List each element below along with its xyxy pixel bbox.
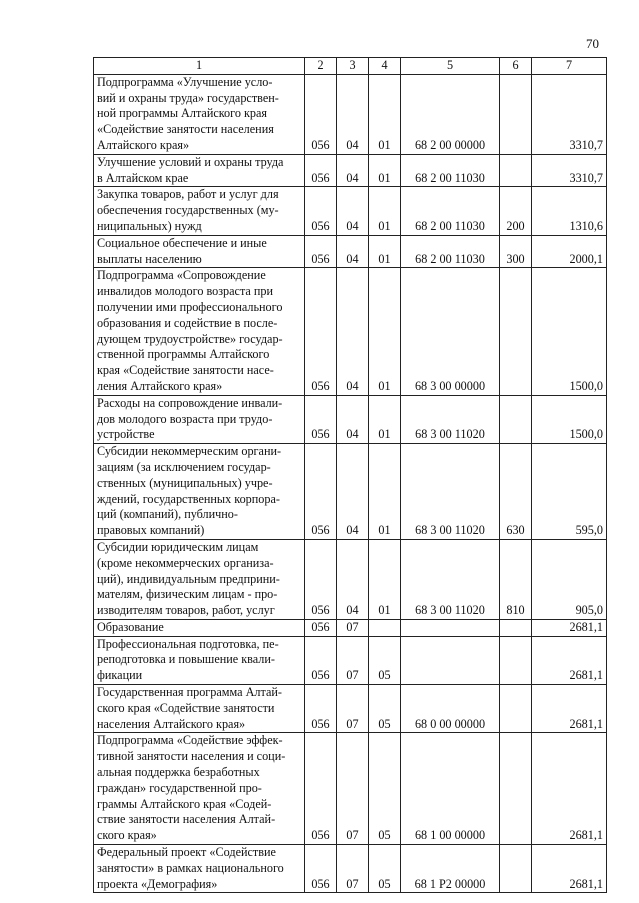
row-name-line: дующем трудоустройстве» государ-	[97, 331, 283, 346]
row-name-line: фикации	[97, 668, 143, 683]
row-name-line: Расходы на сопровождение инвали-	[97, 395, 283, 410]
subsection-code-cell: 05	[369, 636, 401, 684]
expense-type-cell: 200	[500, 187, 532, 235]
table-row	[94, 636, 607, 684]
table-row	[94, 685, 607, 733]
column-header: 6	[500, 58, 532, 75]
ministry-code-cell: 056	[305, 268, 337, 395]
row-name-cell	[94, 636, 305, 684]
table-row	[94, 74, 607, 154]
subsection-code-cell: 01	[369, 74, 401, 154]
row-name-line: Субсидии юридическим лицам	[97, 539, 259, 554]
row-name-line: ниципальных) нужд	[97, 218, 202, 233]
row-name-line: дов молодого возраста при трудо-	[97, 411, 273, 426]
ministry-code-cell: 056	[305, 685, 337, 733]
expense-type-cell: 630	[500, 444, 532, 540]
row-name-cell	[94, 235, 305, 268]
row-name-line: Подпрограмма «Улучшение усло-	[97, 74, 273, 89]
section-code-cell: 04	[337, 74, 369, 154]
row-name-cell	[94, 733, 305, 845]
table-row	[94, 187, 607, 235]
expense-type-cell: 300	[500, 235, 532, 268]
expense-type-cell	[500, 268, 532, 395]
ministry-code-cell: 056	[305, 444, 337, 540]
row-name-line: Федеральный проект «Содействие	[97, 845, 276, 860]
row-name-line: ственных (муниципальных) учре-	[97, 475, 273, 490]
row-name-line: (кроме некоммерческих организа-	[97, 555, 274, 570]
amount-cell: 2000,1	[532, 235, 607, 268]
section-code-cell: 04	[337, 268, 369, 395]
target-article-cell: 68 1 00 00000	[401, 733, 500, 845]
column-header: 1	[94, 58, 305, 75]
row-name-cell	[94, 268, 305, 395]
subsection-code-cell: 05	[369, 845, 401, 893]
row-name-line: граждан» государственной про-	[97, 780, 262, 795]
row-name-line: Алтайского края»	[97, 137, 190, 152]
target-article-cell: 68 1 P2 00000	[401, 845, 500, 893]
section-code-cell: 04	[337, 539, 369, 619]
row-name-cell	[94, 685, 305, 733]
table-row	[94, 845, 607, 893]
row-name-line: вий и охраны труда» государствен-	[97, 90, 279, 105]
ministry-code-cell: 056	[305, 619, 337, 636]
section-code-cell: 04	[337, 395, 369, 443]
expense-type-cell	[500, 395, 532, 443]
amount-cell: 2681,1	[532, 733, 607, 845]
target-article-cell	[401, 619, 500, 636]
row-name-line: ждений, государственных корпора-	[97, 491, 280, 506]
ministry-code-cell: 056	[305, 74, 337, 154]
expense-type-cell	[500, 685, 532, 733]
row-name-line: выплаты населению	[97, 251, 202, 266]
section-code-cell: 07	[337, 636, 369, 684]
section-code-cell: 07	[337, 733, 369, 845]
row-name-line: правовых компаний)	[97, 523, 205, 538]
amount-cell: 2681,1	[532, 845, 607, 893]
column-header: 5	[401, 58, 500, 75]
ministry-code-cell: 056	[305, 636, 337, 684]
row-name-line: Субсидии некоммерческим органи-	[97, 444, 282, 459]
row-name-line: инвалидов молодого возраста при	[97, 284, 274, 299]
section-code-cell: 07	[337, 685, 369, 733]
target-article-cell	[401, 636, 500, 684]
table-row	[94, 268, 607, 395]
row-name-line: Социальное обеспечение и иные	[97, 235, 267, 250]
subsection-code-cell: 05	[369, 733, 401, 845]
row-name-line: реподготовка и повышение квали-	[97, 652, 275, 667]
target-article-cell: 68 3 00 00000	[401, 268, 500, 395]
row-name-line: изводителям товаров, работ, услуг	[97, 603, 275, 618]
column-header: 2	[305, 58, 337, 75]
amount-cell: 595,0	[532, 444, 607, 540]
section-code-cell: 04	[337, 444, 369, 540]
amount-cell: 1310,6	[532, 187, 607, 235]
row-name-line: ций (компаний), публично-	[97, 507, 238, 522]
subsection-code-cell: 01	[369, 444, 401, 540]
subsection-code-cell: 01	[369, 539, 401, 619]
row-name-line: граммы Алтайского края «Содей-	[97, 796, 272, 811]
row-name-line: образования и содействие в после-	[97, 315, 278, 330]
row-name-line: устройстве	[97, 427, 155, 442]
ministry-code-cell: 056	[305, 539, 337, 619]
row-name-line: мателям, физическим лицам - про-	[97, 587, 278, 602]
ministry-code-cell: 056	[305, 154, 337, 187]
row-name-line: ций), индивидуальным предприни-	[97, 571, 280, 586]
expense-type-cell	[500, 74, 532, 154]
subsection-code-cell: 01	[369, 235, 401, 268]
ministry-code-cell: 056	[305, 235, 337, 268]
row-name-line: получении ими профессионального	[97, 299, 283, 314]
row-name-line: ственной программы Алтайского	[97, 347, 270, 362]
table-row	[94, 235, 607, 268]
row-name-line: ной программы Алтайского края	[97, 106, 268, 121]
row-name-cell	[94, 539, 305, 619]
row-name-cell	[94, 619, 305, 636]
table-row	[94, 395, 607, 443]
budget-table	[93, 57, 607, 893]
expense-type-cell: 810	[500, 539, 532, 619]
row-name-cell	[94, 444, 305, 540]
subsection-code-cell: 01	[369, 154, 401, 187]
row-name-line: в Алтайском крае	[97, 170, 189, 185]
row-name-line: обеспечения государственных (му-	[97, 203, 279, 218]
ministry-code-cell: 056	[305, 733, 337, 845]
section-code-cell: 07	[337, 619, 369, 636]
row-name-cell	[94, 154, 305, 187]
row-name-cell	[94, 187, 305, 235]
target-article-cell: 68 3 00 11020	[401, 539, 500, 619]
row-name-line: ствие занятости населения Алтай-	[97, 812, 276, 827]
subsection-code-cell: 01	[369, 395, 401, 443]
row-name-line: ского края «Содействие занятости	[97, 700, 275, 715]
section-code-cell: 07	[337, 845, 369, 893]
target-article-cell: 68 3 00 11020	[401, 444, 500, 540]
row-name-cell	[94, 395, 305, 443]
row-name-line: «Содействие занятости населения	[97, 122, 274, 137]
row-name-line: зациям (за исключением государ-	[97, 459, 271, 474]
subsection-code-cell: 01	[369, 187, 401, 235]
row-name-line: тивной занятости населения и соци-	[97, 749, 286, 764]
target-article-cell: 68 3 00 11020	[401, 395, 500, 443]
row-name-line: ского края»	[97, 828, 157, 843]
row-name-line: Образование	[97, 619, 164, 634]
row-name-line: Подпрограмма «Сопровождение	[97, 268, 266, 283]
column-header: 4	[369, 58, 401, 75]
row-name-line: занятости» в рамках национального	[97, 860, 284, 875]
expense-type-cell	[500, 636, 532, 684]
subsection-code-cell: 05	[369, 685, 401, 733]
expense-type-cell	[500, 154, 532, 187]
row-name-line: Государственная программа Алтай-	[97, 685, 282, 700]
row-name-line: Улучшение условий и охраны труда	[97, 154, 284, 169]
subsection-code-cell: 01	[369, 268, 401, 395]
target-article-cell: 68 2 00 11030	[401, 154, 500, 187]
section-code-cell: 04	[337, 235, 369, 268]
row-name-cell	[94, 74, 305, 154]
row-name-line: края «Содействие занятости насе-	[97, 363, 274, 378]
column-header: 3	[337, 58, 369, 75]
row-name-line: Закупка товаров, работ и услуг для	[97, 187, 279, 202]
expense-type-cell	[500, 619, 532, 636]
amount-cell: 905,0	[532, 539, 607, 619]
section-code-cell: 04	[337, 154, 369, 187]
expense-type-cell	[500, 845, 532, 893]
row-name-line: проекта «Демография»	[97, 876, 218, 891]
amount-cell: 1500,0	[532, 268, 607, 395]
expense-type-cell	[500, 733, 532, 845]
subsection-code-cell	[369, 619, 401, 636]
row-name-line: Профессиональная подготовка, пе-	[97, 636, 279, 651]
amount-cell: 2681,1	[532, 619, 607, 636]
table-row	[94, 733, 607, 845]
amount-cell: 3310,7	[532, 74, 607, 154]
amount-cell: 1500,0	[532, 395, 607, 443]
table-row	[94, 539, 607, 619]
row-name-cell	[94, 845, 305, 893]
amount-cell: 2681,1	[532, 685, 607, 733]
ministry-code-cell: 056	[305, 845, 337, 893]
amount-cell: 3310,7	[532, 154, 607, 187]
section-code-cell: 04	[337, 187, 369, 235]
target-article-cell: 68 0 00 00000	[401, 685, 500, 733]
ministry-code-cell: 056	[305, 395, 337, 443]
column-header: 7	[532, 58, 607, 75]
table-row	[94, 619, 607, 636]
row-name-line: Подпрограмма «Содействие эффек-	[97, 733, 283, 748]
table-row	[94, 154, 607, 187]
row-name-line: ления Алтайского края»	[97, 378, 223, 393]
amount-cell: 2681,1	[532, 636, 607, 684]
target-article-cell: 68 2 00 11030	[401, 187, 500, 235]
ministry-code-cell: 056	[305, 187, 337, 235]
table-header-row	[94, 58, 607, 75]
row-name-line: населения Алтайского края»	[97, 716, 246, 731]
row-name-line: альная поддержка безработных	[97, 765, 260, 780]
target-article-cell: 68 2 00 11030	[401, 235, 500, 268]
target-article-cell: 68 2 00 00000	[401, 74, 500, 154]
table-row	[94, 444, 607, 540]
page-number: 70	[586, 36, 599, 51]
